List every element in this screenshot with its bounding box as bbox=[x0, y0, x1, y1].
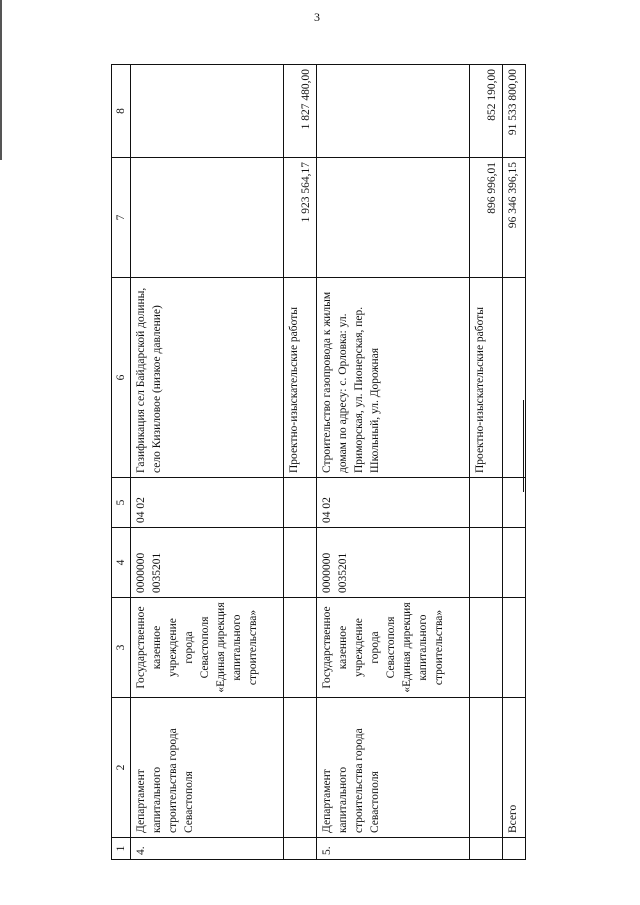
row4-sub-empty-5 bbox=[284, 478, 317, 528]
page-number: 3 bbox=[314, 10, 320, 24]
row4-amount-8 bbox=[131, 65, 284, 158]
row5-sub-empty-2 bbox=[470, 698, 503, 838]
row5-institution: Государственное казенное учреждение города Севастополя «Единая дирекция капитального строительства» bbox=[317, 598, 470, 698]
table-header-row bbox=[112, 65, 131, 860]
rotated-table-container bbox=[111, 65, 519, 860]
table-row-4 bbox=[131, 65, 284, 860]
row5-amount-7 bbox=[317, 158, 470, 278]
row5-section: 04 02 bbox=[317, 478, 470, 528]
header-col-8: 8 bbox=[112, 65, 131, 158]
header-col-5: 5 bbox=[112, 478, 131, 528]
header-col-4: 4 bbox=[112, 528, 131, 598]
row4-number: 4. bbox=[131, 838, 284, 860]
total-empty-1 bbox=[503, 838, 526, 860]
row5-sub-empty-5 bbox=[470, 478, 503, 528]
row4-institution: Государственное казенное учреждение города Севастополя «Единая дирекция капитального строительства» bbox=[131, 598, 284, 698]
table-row-5 bbox=[317, 65, 470, 860]
budget-table bbox=[111, 64, 526, 860]
row5-sub-work: Проектно-изыскательские работы bbox=[470, 278, 503, 478]
row5-sub-empty-3 bbox=[470, 598, 503, 698]
row5-amount-8 bbox=[317, 65, 470, 158]
row4-sub-amount-8: 1 827 480,00 bbox=[284, 65, 317, 158]
total-empty-4 bbox=[503, 528, 526, 598]
row5-number: 5. bbox=[317, 838, 470, 860]
row5-object: Строительство газопровода к жилым домам по адресу: с. Орловка: ул. Приморская, ул. Пионерская, пер. Школьный, ул. Дорожная bbox=[317, 278, 470, 478]
total-empty-3 bbox=[503, 598, 526, 698]
total-amount-8: 91 533 800,00 bbox=[503, 65, 526, 158]
row4-sub-empty-2 bbox=[284, 698, 317, 838]
total-label: Всего bbox=[503, 698, 526, 838]
row4-sub-empty-3 bbox=[284, 598, 317, 698]
row5-sub-amount-8: 852 190,00 bbox=[470, 65, 503, 158]
separator-line-short bbox=[523, 448, 524, 492]
row5-department: Департамент капитального строительства города Севастополя bbox=[317, 698, 470, 838]
row4-sub-work: Проектно-изыскательские работы bbox=[284, 278, 317, 478]
row4-section: 04 02 bbox=[131, 478, 284, 528]
row4-sub-empty-4 bbox=[284, 528, 317, 598]
row4-sub-empty-1 bbox=[284, 838, 317, 860]
row4-code: 0000000 0035201 bbox=[131, 528, 284, 598]
header-col-1: 1 bbox=[112, 838, 131, 860]
row5-sub-empty-4 bbox=[470, 528, 503, 598]
table-row-5-sub bbox=[470, 65, 503, 860]
row5-code: 0000000 0035201 bbox=[317, 528, 470, 598]
table-row-4-sub bbox=[284, 65, 317, 860]
scan-edge-mark bbox=[0, 0, 2, 160]
row5-sub-amount-7: 896 996,01 bbox=[470, 158, 503, 278]
row4-object: Газификация сел Байдарской долины, село Кизиловое (низкое давление) bbox=[131, 278, 284, 478]
header-col-3: 3 bbox=[112, 598, 131, 698]
total-amount-7: 96 346 396,15 bbox=[503, 158, 526, 278]
row4-amount-7 bbox=[131, 158, 284, 278]
header-col-7: 7 bbox=[112, 158, 131, 278]
header-col-2: 2 bbox=[112, 698, 131, 838]
row4-department: Департамент капитального строительства города Севастополя bbox=[131, 698, 284, 838]
header-col-6: 6 bbox=[112, 278, 131, 478]
row5-sub-empty-1 bbox=[470, 838, 503, 860]
row4-sub-amount-7: 1 923 564,17 bbox=[284, 158, 317, 278]
